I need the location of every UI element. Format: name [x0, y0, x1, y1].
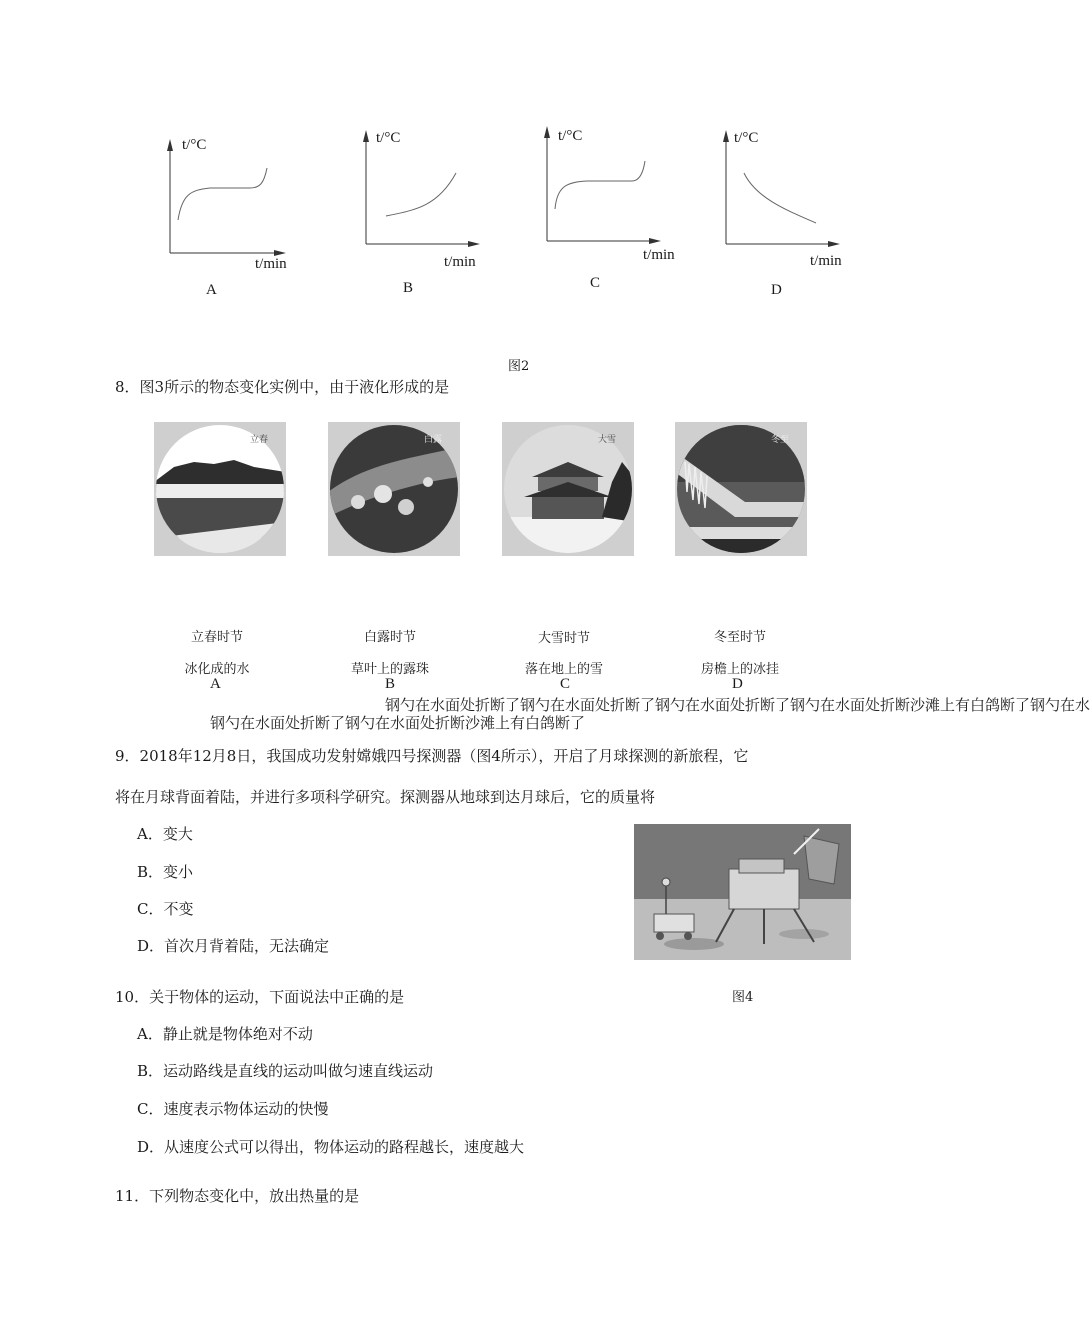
q11-stem: 11．下列物态变化中，放出热量的是: [115, 1187, 360, 1205]
photo-a-stamp: 立春: [250, 435, 269, 445]
graph-a-xlabel: t/min: [255, 256, 287, 272]
figure2-caption: 图2: [508, 359, 530, 374]
graph-d-ylabel: t/°C: [734, 130, 759, 146]
photo-a-caption-line1: 立春时节: [190, 630, 243, 645]
graph-b-letter: B: [403, 280, 414, 296]
q10-option-d: D．从速度公式可以得出，物体运动的路程越长，速度越大: [137, 1138, 525, 1156]
photo-b: [328, 422, 460, 556]
graph-b: [356, 128, 496, 268]
q9-stem-line2: 将在月球背面着陆，并进行多项科学研究。探测器从地球到达月球后，它的质量将: [115, 788, 656, 806]
q8-stem: 8．图3所示的物态变化实例中，由于液化形成的是: [115, 378, 450, 396]
photo-b-caption-line2: 草叶上的露珠: [350, 662, 429, 677]
photo-d: [675, 422, 807, 556]
graph-a-letter: A: [206, 282, 217, 298]
graph-c-letter: C: [590, 275, 601, 291]
q9-option-a: A．变大: [137, 825, 193, 843]
photo-d-letter: D: [732, 676, 743, 692]
photo-c-caption-line1: 大雪时节: [537, 631, 590, 646]
graph-a-ylabel: t/°C: [182, 137, 207, 153]
photo-d-caption-line1: 冬至时节: [713, 630, 766, 645]
photo-a-caption-line2: 冰化成的水: [184, 662, 250, 677]
q10-option-b: B．运动路线是直线的运动叫做匀速直线运动: [137, 1062, 434, 1080]
graph-d-letter: D: [771, 282, 782, 298]
graph-c-xlabel: t/min: [643, 247, 675, 263]
q9-stem-line1: 9．2018年12月8日，我国成功发射嫦娥四号探测器（图4所示），开启了月球探测的新旅程，它: [115, 747, 749, 765]
photo-d-stamp: 冬至: [771, 435, 790, 445]
q9-option-d: D．首次月背着陆，无法确定: [137, 937, 330, 955]
photo-b-letter: B: [385, 676, 396, 692]
q9-option-c: C．不变: [137, 900, 194, 918]
photo-c-letter: C: [560, 676, 571, 692]
graph-b-xlabel: t/min: [444, 254, 476, 270]
photo-d-caption-line2: 房檐上的冰挂: [700, 662, 779, 677]
photo-a: [154, 422, 286, 556]
graph-b-ylabel: t/°C: [376, 130, 401, 146]
photo-c: [502, 422, 634, 556]
photo-c-stamp: 大雪: [598, 435, 617, 445]
graph-a: [160, 135, 300, 275]
photo-b-stamp: 白露: [424, 435, 443, 445]
graph-c-ylabel: t/°C: [558, 128, 583, 144]
photo-b-caption-line1: 白露时节: [363, 630, 416, 645]
graph-d: [716, 128, 856, 268]
photo-c-caption-line2: 落在地上的雪: [524, 662, 603, 677]
overlap-text-line1: 钢勺在水面处折断了钢勺在水面处折断了钢勺在水面处折断了钢勺在水面处折断沙滩上有白鸽断了钢勺在水: [385, 696, 1090, 714]
q10-option-c: C．速度表示物体运动的快慢: [137, 1100, 329, 1118]
q9-option-b: B．变小: [137, 863, 194, 881]
lunar-probe-photo: [634, 824, 851, 960]
graph-c: [537, 124, 677, 264]
q10-stem: 10．关于物体的运动，下面说法中正确的是: [115, 988, 405, 1006]
figure4-caption: 图4: [732, 990, 754, 1005]
q10-option-a: A．静止就是物体绝对不动: [137, 1025, 313, 1043]
overlap-text-line2: 钢勺在水面处折断了钢勺在水面处折断沙滩上有白鸽断了: [210, 714, 586, 732]
photo-a-letter: A: [210, 676, 221, 692]
graph-d-xlabel: t/min: [810, 253, 842, 269]
